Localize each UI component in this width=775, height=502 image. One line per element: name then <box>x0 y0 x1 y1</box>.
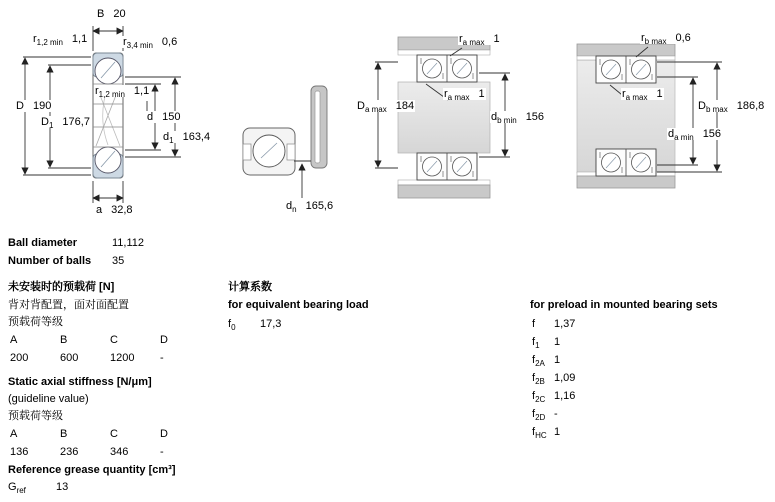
preload-arrangement-subtitle: 背对背配置，面对面配置 <box>8 299 129 311</box>
factor-fHC-row: $f_{HC}$ 1 <box>532 426 561 441</box>
spec-number-of-balls: Number of balls 35 <box>8 255 125 267</box>
stiffness-table-values: 136 236 346 - <box>10 446 164 458</box>
dim-label-outer-diameter-D: D 190 <box>16 100 52 112</box>
factor-f2D-row: $f_{2D}$ - <box>532 408 558 423</box>
grease-value: 13 <box>56 481 69 493</box>
fig1-bearing-section <box>93 53 123 178</box>
ball-diameter-value: 11,112 <box>112 237 145 249</box>
abutment-ring <box>311 86 327 168</box>
preload-unmounted-title: 未安装时的预载荷 [N] <box>8 281 115 293</box>
preload-factors-title: for preload in mounted bearing sets <box>530 299 718 311</box>
dim-label-db-min: $d_{b min}$ 156 <box>491 111 545 126</box>
dim-label-Db-max: $D_{b max}$ 186,8 <box>698 100 765 115</box>
dim-label-r34: $r_{3,4 min}$ 0,6 <box>123 36 178 51</box>
preload-table-header: A B C D <box>10 334 168 346</box>
dim-label-ra-max-top: $r_{a max}$ 1 <box>459 33 500 48</box>
equivalent-load-title: for equivalent bearing load <box>228 299 369 311</box>
dim-label-d1: $d_1$ 163,4 <box>163 131 211 146</box>
bearing-pair-bottom <box>417 153 477 180</box>
preload-class-label: 预载荷等级 <box>8 316 63 328</box>
housing-bottom <box>577 176 675 188</box>
dim-label-ra-max-mid: $r_{a max}$ 1 <box>444 88 485 103</box>
dim-label-rb-max: $r_{b max}$ 0,6 <box>641 32 691 47</box>
bearing-face <box>243 128 295 175</box>
dim-label-da-min: $d_{a min}$ 156 <box>668 128 722 143</box>
dim-label-dn: $d_n$ 165,6 <box>286 200 334 215</box>
factor-f2B-row: $f_{2B}$ 1,09 <box>532 372 576 387</box>
preload-table-values: 200 600 1200 - <box>10 352 164 364</box>
mounted-pair-shaft-figure <box>575 30 775 202</box>
stiffness-class-label: 预载荷等级 <box>8 410 63 422</box>
bearing-pair-top <box>417 55 477 82</box>
fig2-dimension-lines <box>294 161 311 198</box>
dim-label-D1: $D_1$ 176,7 <box>41 116 90 131</box>
ball-top <box>95 58 121 84</box>
stiffness-table-header: A B C D <box>10 428 168 440</box>
dim-label-r12-mid: $r_{1,2 min}$ 1,1 <box>95 85 150 100</box>
dim-label-r12-top: $r_{1,2 min}$ 1,1 <box>33 33 88 48</box>
dim-label-Da-max: $D_{a max}$ 184 <box>357 100 415 115</box>
factor-f0-row: $f_0$ 17,3 <box>228 318 282 333</box>
factor-f1-row: $f_1$ 1 <box>532 336 561 351</box>
grease-value-row: $G_{ref}$ 13 <box>8 481 69 496</box>
spec-ball-diameter: Ball diameter 11,112 <box>8 237 145 249</box>
factor-f2A-row: $f_{2A}$ 1 <box>532 354 561 369</box>
calc-factors-title: 计算系数 <box>228 281 272 293</box>
dim-label-width-B: B 20 <box>97 8 126 20</box>
factor-f-row: f 1,37 <box>532 318 576 330</box>
bearing-pair-bottom <box>596 149 656 176</box>
housing-bottom <box>398 185 490 198</box>
grease-title: Reference grease quantity [cm³] <box>8 464 176 476</box>
factor-f2C-row: $f_{2C}$ 1,16 <box>532 390 576 405</box>
dim-label-ra-max-fig4: $r_{a max}$ 1 <box>622 88 663 103</box>
number-of-balls-value: 35 <box>112 255 125 267</box>
dim-label-a: a 32,8 <box>96 204 133 216</box>
ball-bottom <box>95 147 121 173</box>
f0-value: 17,3 <box>260 318 282 330</box>
bearing-pair-top <box>596 56 656 83</box>
stiffness-subtitle: (guideline value) <box>8 393 89 405</box>
dim-label-bore-d: d 150 <box>147 111 181 123</box>
stiffness-title: Static axial stiffness [N/μm] <box>8 376 152 388</box>
